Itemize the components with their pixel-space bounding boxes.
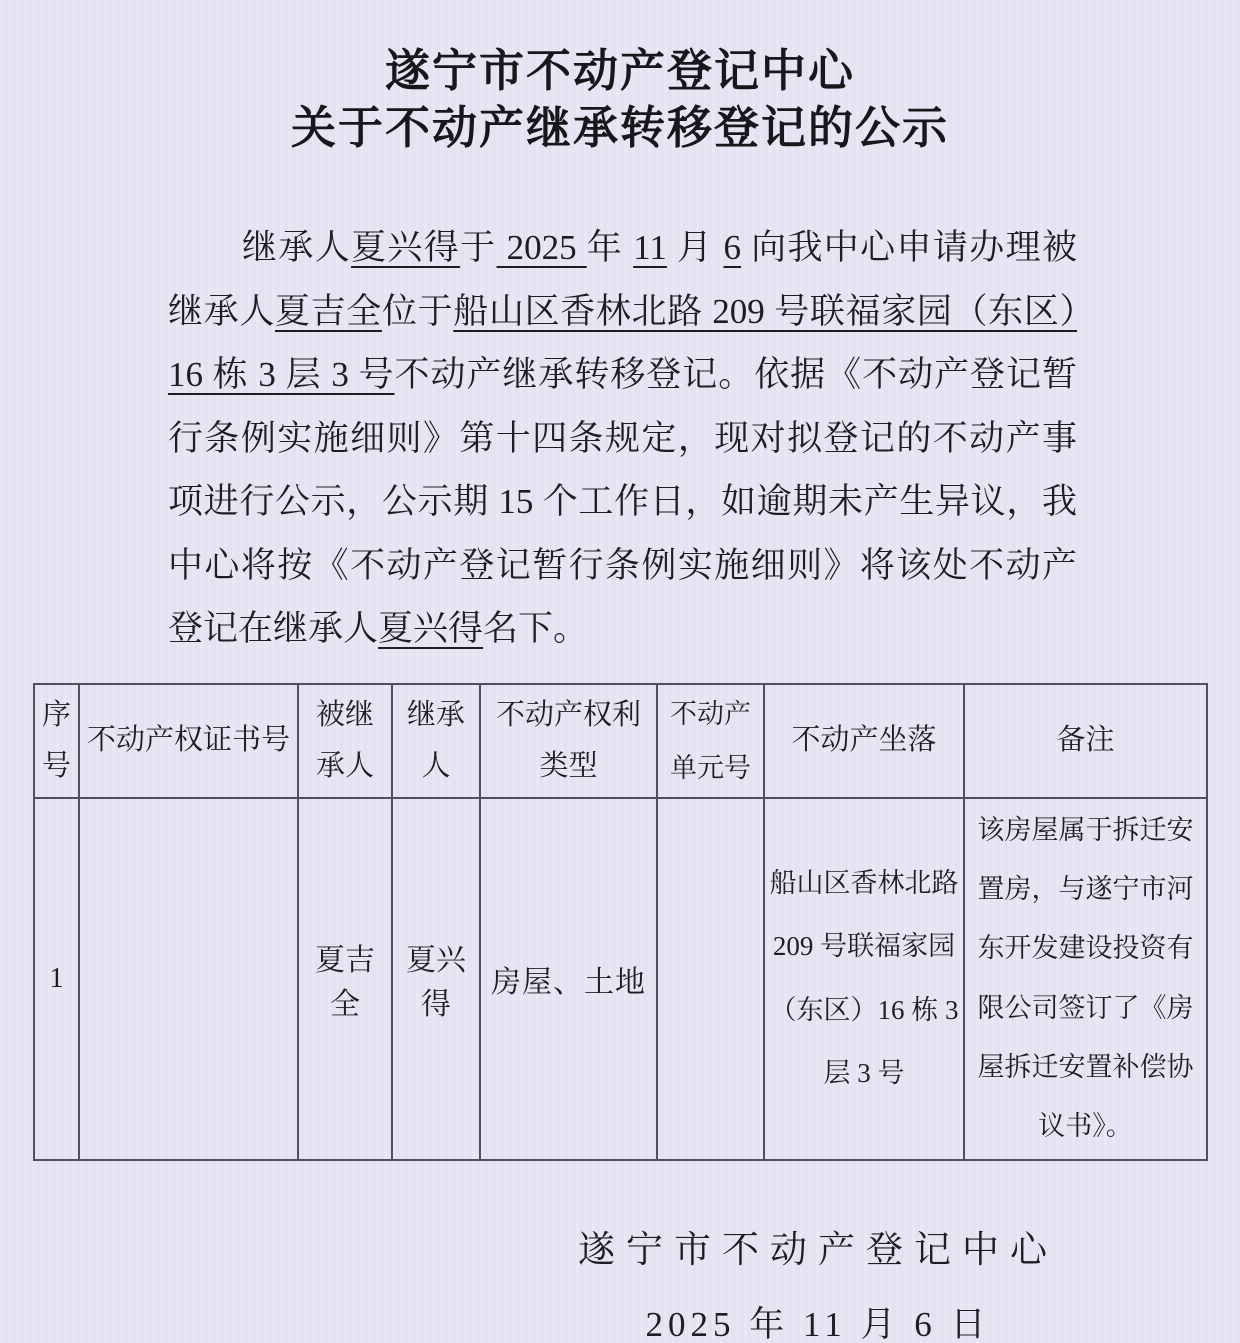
table-header-decedent: 被继承人 bbox=[298, 684, 392, 798]
table-row bbox=[34, 798, 1207, 1160]
heir-name: 夏兴得 bbox=[351, 228, 461, 267]
table-header-row bbox=[34, 684, 1207, 798]
month-label: 月 bbox=[666, 228, 724, 267]
application-year: 2025 bbox=[496, 228, 587, 267]
decedent-name: 夏吉全 bbox=[274, 291, 382, 331]
table-header-seq: 序号 bbox=[34, 684, 79, 798]
signature-inner bbox=[578, 1219, 1058, 1343]
cell-unit-no bbox=[657, 798, 764, 1160]
table-header-location: 不动产坐落 bbox=[764, 684, 964, 798]
document-title-line1: 遂宁市不动产登记中心 bbox=[384, 45, 855, 96]
cell-decedent: 夏吉全 bbox=[298, 798, 392, 1160]
signature-block bbox=[0, 1219, 1058, 1343]
table-header-cert-no: 不动产权证书号 bbox=[79, 684, 298, 798]
body-main-clause: 不动产继承转移登记。依据《不动产登记暂行条例实施细则》第十四条规定，现对拟登记的不动产事项进行公示，公示期 15 个工作日，如逾期未产生异议，我中心将按《不动产登记暂行条例实施细则》将该处不动产登记在继承人 bbox=[168, 355, 1077, 648]
table-header-heir: 继承人 bbox=[392, 684, 480, 798]
property-address: 船山区香林北路 209 号联福家园（东区）16 栋 3 层 3 号 bbox=[168, 291, 1077, 394]
cell-location: 船山区香林北路 209 号联福家园（东区）16 栋 3 层 3 号 bbox=[764, 798, 964, 1160]
table-header-unit-no: 不动产单元号 bbox=[657, 684, 764, 798]
notice-body-paragraph bbox=[168, 216, 1077, 661]
application-day: 6 bbox=[723, 228, 741, 267]
issue-date: 2025 年 11 月 6 日 bbox=[645, 1304, 991, 1343]
cell-remark: 该房屋属于拆迁安置房，与遂宁市河东开发建设投资有限公司签订了《房屋拆迁安置补偿协议书》。 bbox=[964, 798, 1207, 1160]
heir-name-repeat: 夏兴得 bbox=[378, 609, 484, 648]
body-text-segment: 于 bbox=[460, 228, 497, 267]
body-text-segment: 向我中心申请办理被继承人 bbox=[168, 228, 1077, 331]
table-header-remark: 备注 bbox=[964, 684, 1207, 798]
cell-seq: 1 bbox=[34, 798, 79, 1160]
body-intro: 继承人 bbox=[242, 228, 352, 267]
issuing-organization: 遂宁市不动产登记中心 bbox=[578, 1229, 1058, 1271]
document-title bbox=[0, 0, 1240, 156]
body-closing: 名下。 bbox=[483, 609, 589, 648]
body-text-segment: 位于 bbox=[381, 291, 454, 331]
document-title-line2: 关于不动产继承转移登记的公示 bbox=[290, 102, 949, 153]
table-header-right-type: 不动产权利类型 bbox=[480, 684, 657, 798]
year-label: 年 bbox=[586, 228, 634, 267]
cell-right-type: 房屋、土地 bbox=[480, 798, 657, 1160]
cell-heir: 夏兴得 bbox=[392, 798, 480, 1160]
registration-table bbox=[33, 683, 1208, 1161]
application-month: 11 bbox=[633, 228, 667, 267]
cell-cert-no bbox=[79, 798, 298, 1160]
